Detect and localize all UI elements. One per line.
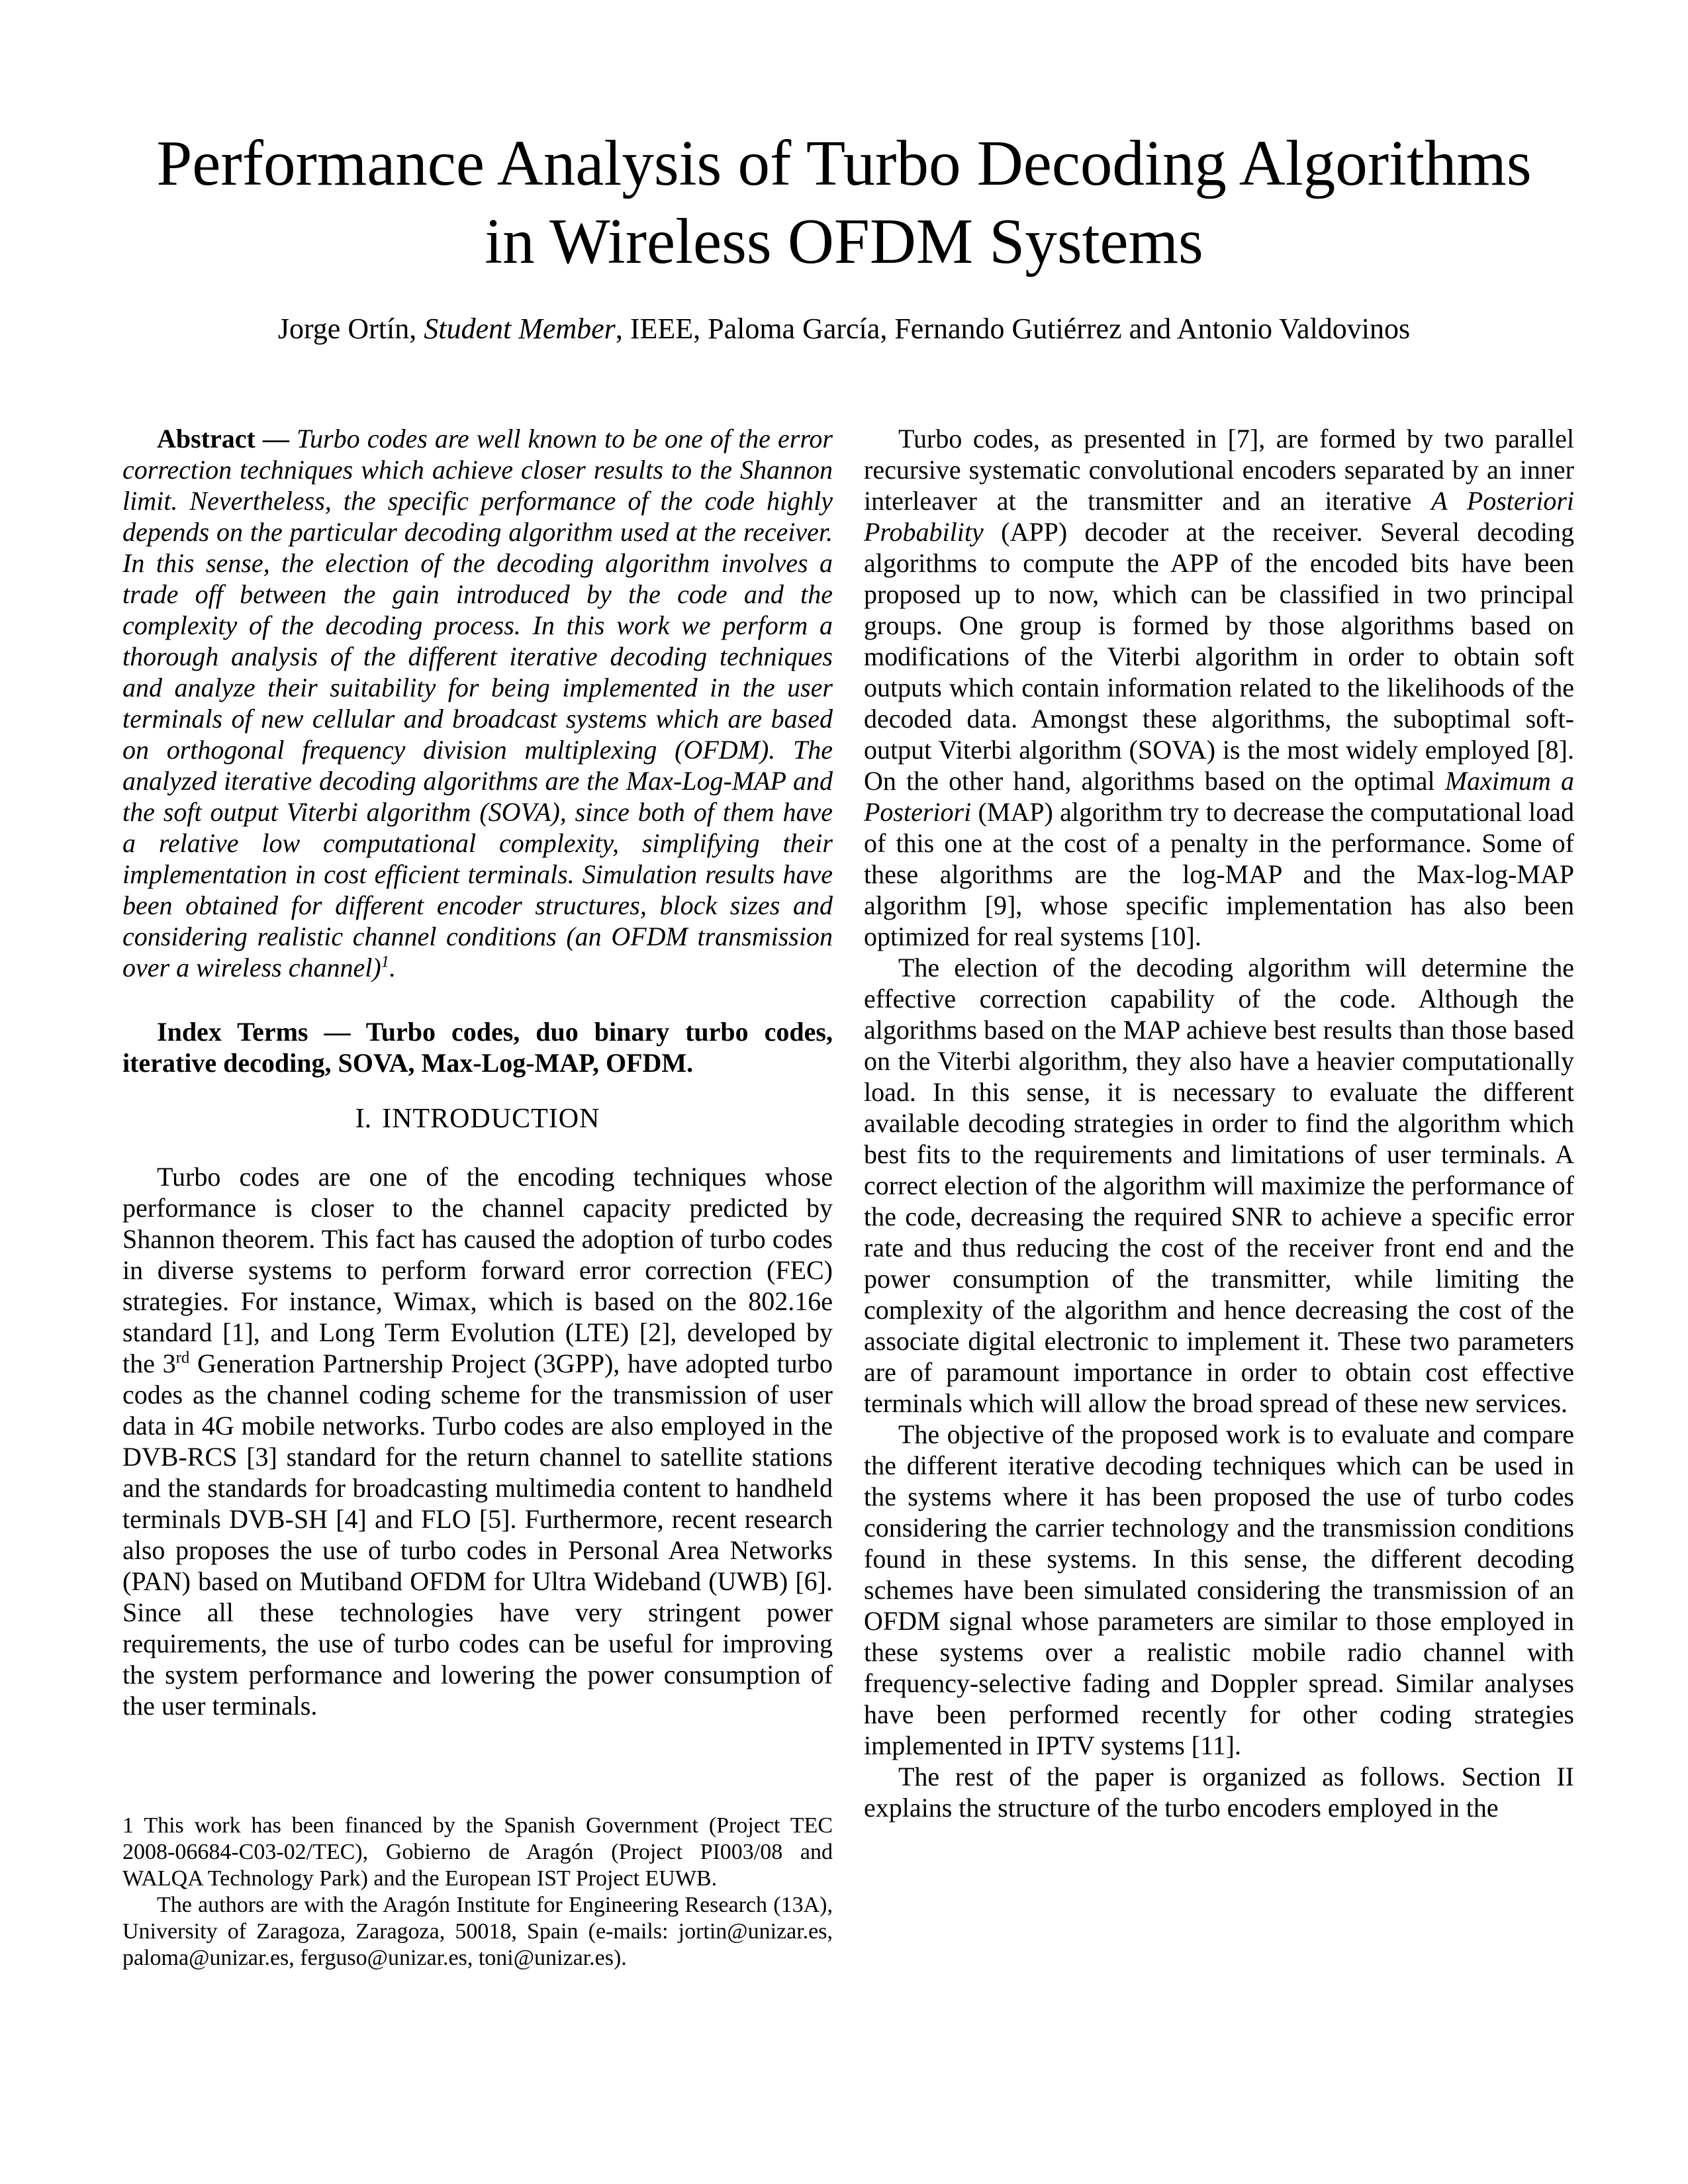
body-paragraph-1 <box>864 423 1574 952</box>
index-terms-label: Index Terms — <box>157 1017 366 1047</box>
author-membership: Student Member <box>424 312 616 345</box>
paper-title <box>0 0 1688 281</box>
abstract-final-period: . <box>389 953 397 982</box>
left-column <box>122 423 833 1971</box>
intro-text: Turbo codes are one of the encoding techniques whose performance is closer to the channel capacity predicted by Shannon theorem. This fact has caused the adoption of turbo codes in diverse systems to perform forward error correction (FEC) strategies. For instance, Wimax, which is based on the 802.16e standard [1], and Long Term Evolution (LTE) [2], developed by the 3 <box>122 1162 833 1378</box>
body-text: (MAP) algorithm try to decrease the computational load of this one at the cost of a penalty in the performance. Some of these algorithms are the log-MAP and the Max-log-MAP algorithm [9], whose specific implementation has also been optimized for real systems [10]. <box>864 797 1574 951</box>
map-term-italic: Maximum a Posteriori <box>864 766 1574 827</box>
footnote-affiliation: The authors are with the Aragón Institute for Engineering Research (13A), University of Zaragoza, Zaragoza, 50018, Spain (e-mails: jortin@unizar.es, paloma@unizar.es, ferguso@unizar.es, toni@unizar.es). <box>122 1893 833 1970</box>
two-column-body <box>0 423 1688 1971</box>
body-paragraph-2: The election of the decoding algorithm will determine the effective correction capability of the code. Although the algorithms based on the MAP achieve best results than those based on the Viterbi algorithm, they also have a heavier computationally load. In this sense, it is necessary to evaluate the different available decoding strategies in order to find the algorithm which best fits to the requirements and limitations of user terminals. A correct election of the algorithm will maximize the performance of the code, decreasing the required SNR to achieve a specific error rate and thus reducing the cost of the receiver front end and the power consumption of the transmitter, while limiting the complexity of the algorithm and hence decreasing the cost of the associate digital electronic to implement it. These two parameters are of paramount importance in order to obtain cost effective terminals which will allow the broad spread of these new services. <box>864 953 1574 1418</box>
abstract-body: Turbo codes are well known to be one of the error correction techniques which achieve closer results to the Shannon limit. Nevertheless, the specific performance of the code highly depends on the particular decoding algorithm used at the receiver. In this sense, the election of the decoding algorithm involves a trade off between the gain introduced by the code and the complexity of the decoding process. In this work we perform a thorough analysis of the different iterative decoding techniques and analyze their suitability for being implemented in the user terminals of new cellular and broadcast systems which are based on orthogonal frequency division multiplexing (OFDM). The analyzed iterative decoding algorithms are the Max-Log-MAP and the soft output Viterbi algorithm (SOVA), since both of them have a relative low computational complexity, simplifying their implementation in cost efficient terminals. Simulation results have been obtained for different encoder structures, block sizes and considering realistic channel conditions (an OFDM transmission over a wireless channel) <box>122 424 833 982</box>
body-paragraph-4: The rest of the paper is organized as follows. Section II explains the structure of the turbo encoders employed in the <box>864 1762 1574 1823</box>
right-column <box>864 423 1574 1971</box>
ordinal-superscript: rd <box>175 1349 190 1367</box>
abstract-label: Abstract — <box>157 424 297 453</box>
footnote-reference-mark: 1 <box>381 953 390 971</box>
index-terms-paragraph <box>122 1016 833 1078</box>
body-text: Turbo codes, as presented in [7], are formed by two parallel recursive systematic convolutional encoders separated by an inner interleaver at the transmitter and an iterative <box>864 424 1574 516</box>
footnote-funding: 1 This work has been financed by the Spanish Government (Project TEC 2008-06684-C03-02/TEC), Gobierno de Aragón (Project PI003/08 and WALQA Technology Park) and the European IST Project EUWB. <box>122 1813 833 1891</box>
section-number: I. <box>355 1104 372 1134</box>
author-names: Jorge Ortín, <box>277 312 424 345</box>
section-heading-introduction <box>122 1104 833 1135</box>
body-text: (APP) decoder at the receiver. Several decoding algorithms to compute the APP of the encoded bits have been proposed up to now, which can be classified in two principal groups. One group is formed by those algorithms based on modifications of the Viterbi algorithm in order to obtain soft outputs which contain information related to the likelihoods of the decoded data. Amongst these algorithms, the suboptimal soft-output Viterbi algorithm (SOVA) is the most widely employed [8]. On the other hand, algorithms based on the optimal <box>864 517 1574 796</box>
app-term-italic: A Posteriori Probability <box>864 486 1574 547</box>
author-names-rest: , IEEE, Paloma García, Fernando Gutiérrez and Antonio Valdovinos <box>615 312 1411 345</box>
index-terms-body: Turbo codes, duo binary turbo codes, iterative decoding, SOVA, Max-Log-MAP, OFDM. <box>122 1017 833 1078</box>
footnote-block <box>122 1813 833 1971</box>
intro-text-rest: Generation Partnership Project (3GPP), have adopted turbo codes as the channel coding scheme for the transmission of user data in 4G mobile networks. Turbo codes are also employed in the DVB-RCS [3] standard for the return channel to satellite stations and the standards for broadcasting multimedia content to handheld terminals DVB-SH [4] and FLO [5]. Furthermore, recent research also proposes the use of turbo codes in Personal Area Networks (PAN) based on Mutiband OFDM for Ultra Wideband (UWB) [6]. Since all these technologies have very stringent power requirements, the use of turbo codes can be useful for improving the system performance and lowering the power consumption of the user terminals. <box>122 1349 833 1721</box>
authors-line <box>0 311 1688 346</box>
title-line-1: Performance Analysis of Turbo Decoding Algorithms <box>156 128 1532 199</box>
section-title: INTRODUCTION <box>382 1104 600 1134</box>
abstract-paragraph <box>122 423 833 983</box>
title-line-2: in Wireless OFDM Systems <box>485 206 1203 277</box>
introduction-paragraph <box>122 1161 833 1721</box>
body-paragraph-3: The objective of the proposed work is to evaluate and compare the different iterative decoding techniques which can be used in the systems where it has been proposed the use of turbo codes considering the carrier technology and the transmission conditions found in these systems. In this sense, the different decoding schemes have been simulated considering the transmission of an OFDM signal whose parameters are similar to those employed in these systems over a realistic mobile radio channel with frequency-selective fading and Doppler spread. Similar analyses have been performed recently for other coding strategies implemented in IPTV systems [11]. <box>864 1419 1574 1760</box>
